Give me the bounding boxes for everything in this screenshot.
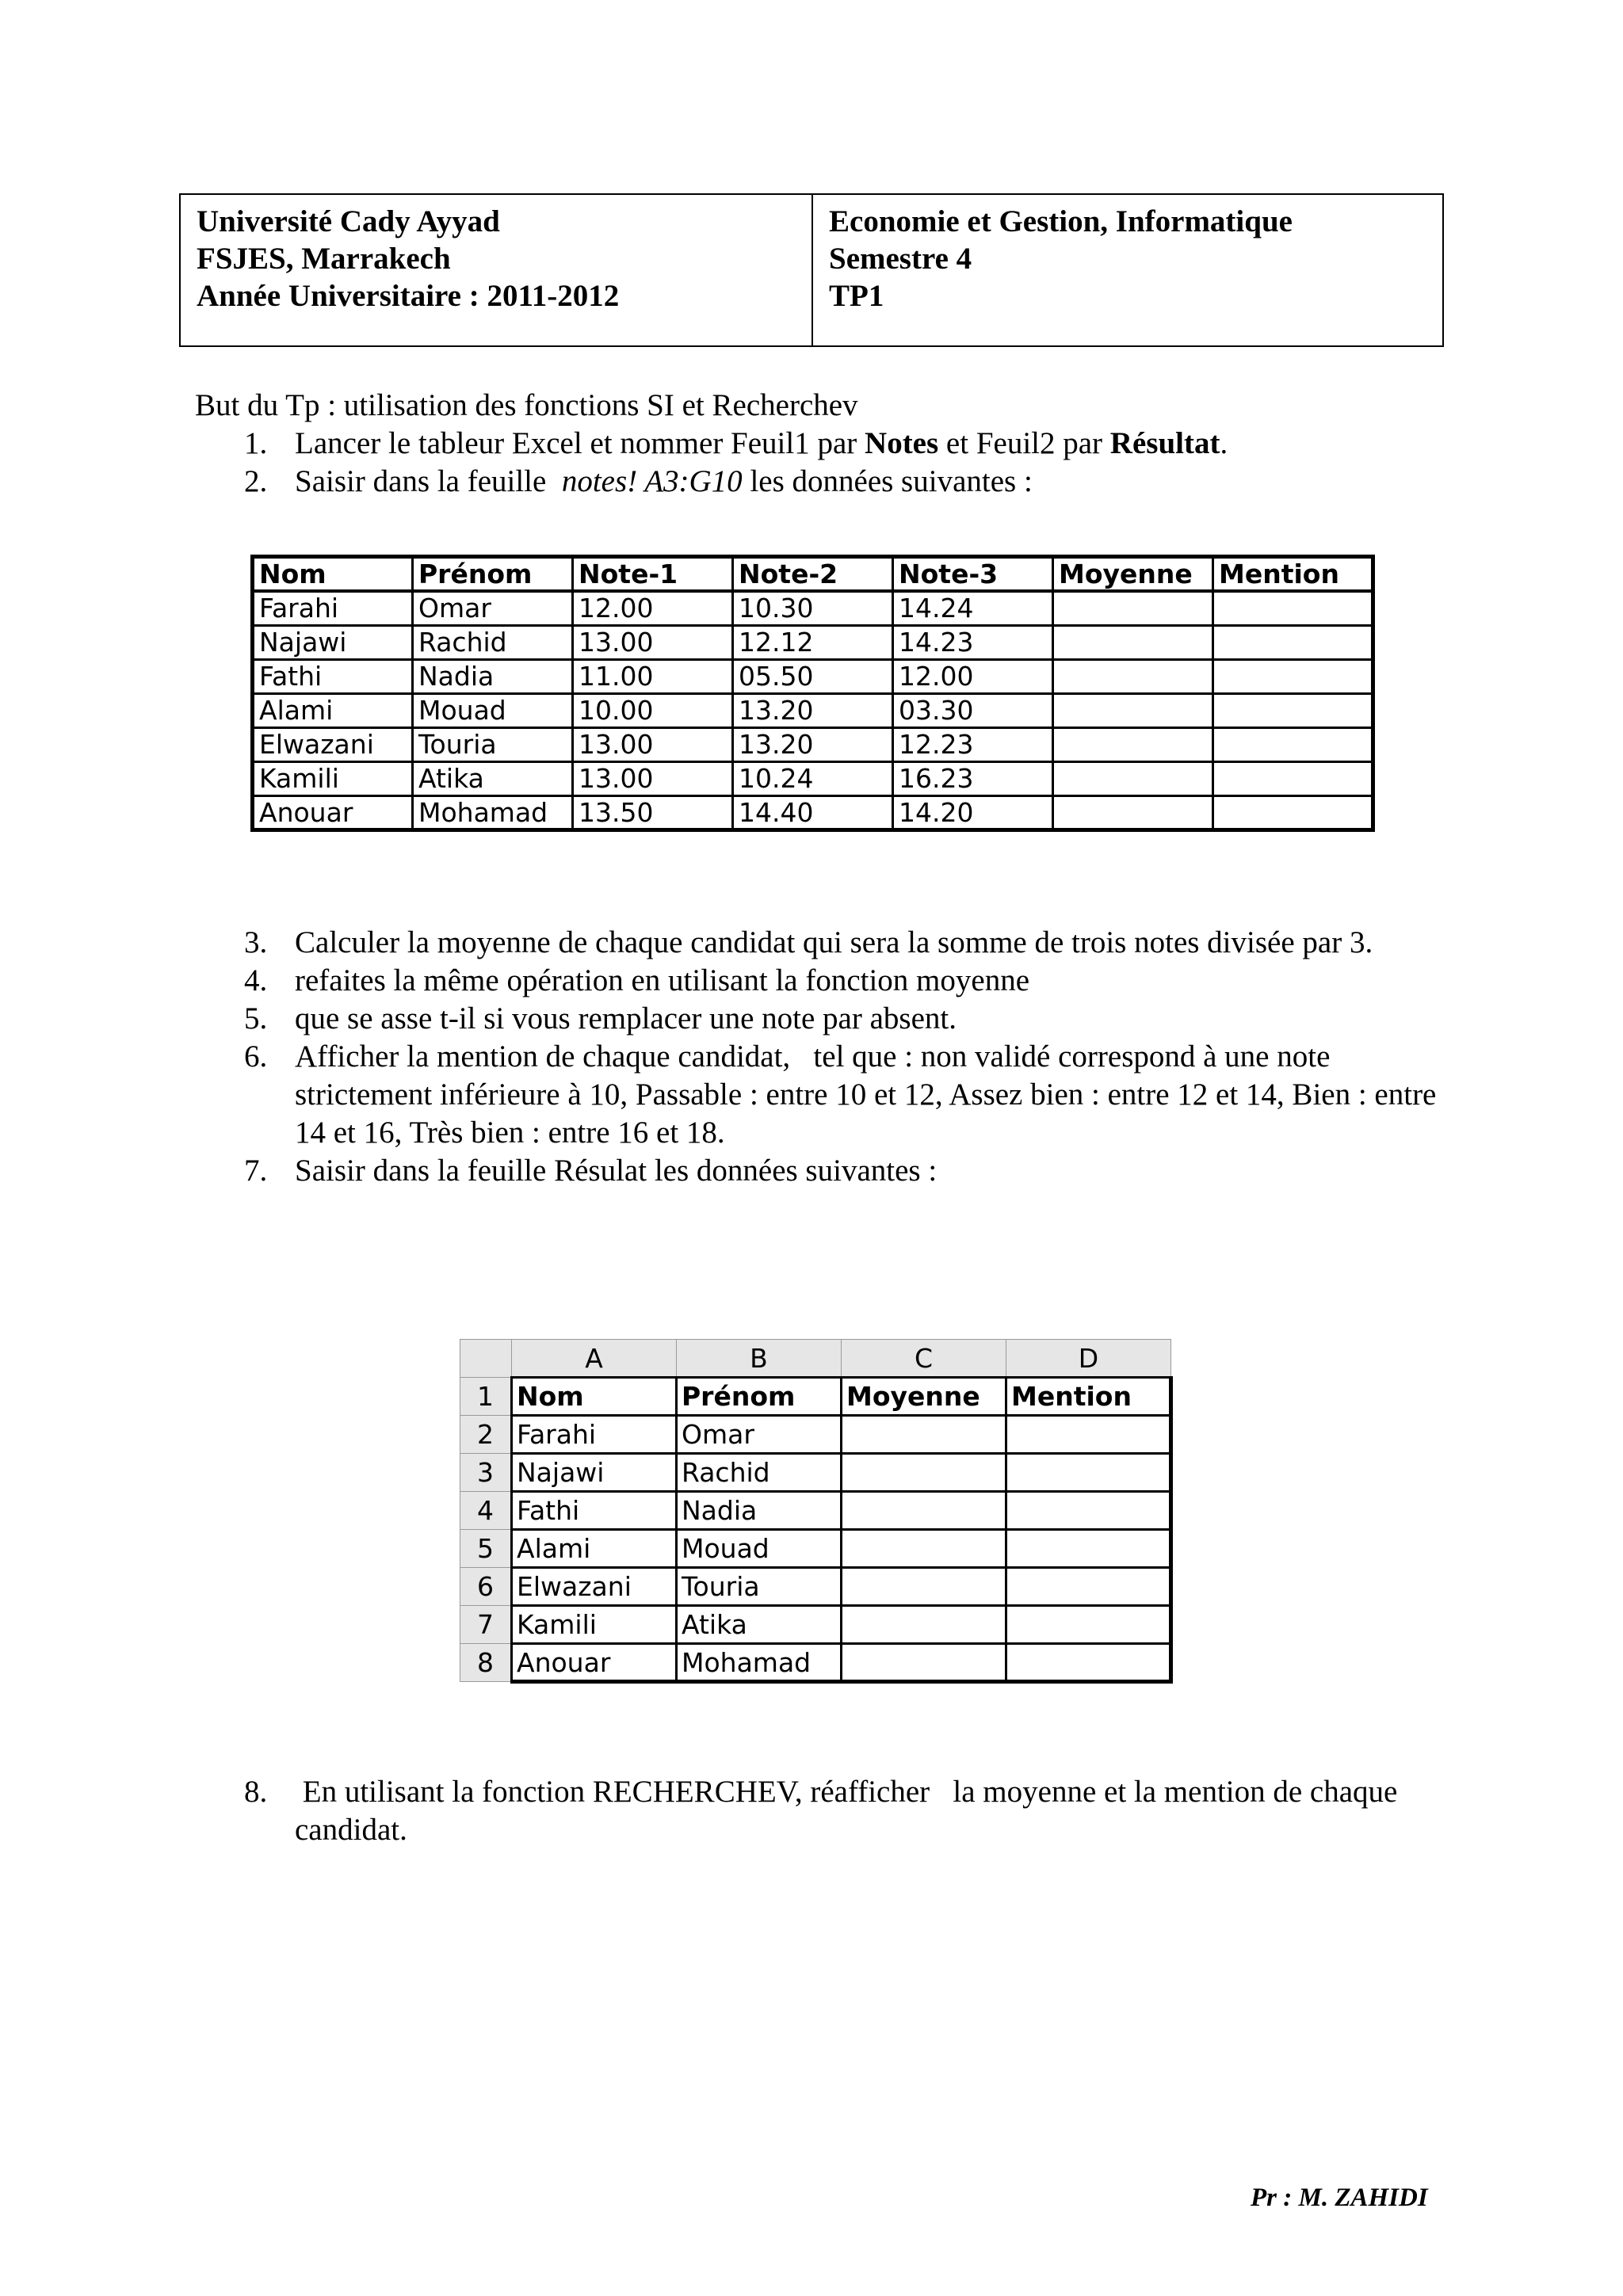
sheet-row bbox=[460, 1568, 1171, 1606]
sheet-cell[interactable]: Anouar bbox=[512, 1644, 677, 1682]
table-cell: Nadia bbox=[413, 659, 573, 693]
sheet-cell[interactable]: Farahi bbox=[512, 1416, 677, 1454]
table-row bbox=[253, 761, 1373, 795]
step-number: 6. bbox=[244, 1039, 268, 1074]
table-cell bbox=[1213, 761, 1373, 795]
table-cell bbox=[1053, 591, 1213, 625]
sheet-cell[interactable]: Prénom bbox=[677, 1378, 842, 1416]
table-cell: Farahi bbox=[253, 591, 413, 625]
table-cell: Kamili bbox=[253, 761, 413, 795]
table-cell: Rachid bbox=[413, 625, 573, 659]
sheet-row bbox=[460, 1492, 1171, 1530]
table-cell bbox=[1053, 761, 1213, 795]
header-institution bbox=[181, 195, 813, 345]
step-7 bbox=[195, 1152, 1463, 1190]
column-header-d[interactable]: D bbox=[1006, 1340, 1171, 1378]
instructions-part-1 bbox=[195, 387, 1463, 501]
step-text: Saisir dans la feuille bbox=[295, 464, 562, 498]
instructions-part-3 bbox=[195, 1773, 1463, 1849]
table-cell: Mouad bbox=[413, 693, 573, 727]
header-course bbox=[813, 195, 1442, 345]
column-header: Note-3 bbox=[893, 557, 1053, 592]
sheet-cell[interactable]: Fathi bbox=[512, 1492, 677, 1530]
steps-list-2 bbox=[195, 924, 1463, 1190]
step-text: et Feuil2 par bbox=[938, 426, 1110, 460]
sheet-cell[interactable]: Mention bbox=[1006, 1378, 1171, 1416]
sheet-cell[interactable] bbox=[842, 1530, 1006, 1568]
sheet-cell[interactable] bbox=[1006, 1454, 1171, 1492]
sheet-cell[interactable]: Mohamad bbox=[677, 1644, 842, 1682]
step-6 bbox=[195, 1038, 1463, 1152]
table-cell: 12.00 bbox=[893, 659, 1053, 693]
table-cell bbox=[1213, 659, 1373, 693]
step-number: 3. bbox=[244, 925, 268, 959]
table-row bbox=[253, 625, 1373, 659]
step-text: refaites la même opération en utilisant la fonction moyenne bbox=[295, 963, 1030, 997]
step-number: 8. bbox=[244, 1775, 268, 1809]
step-4 bbox=[195, 962, 1463, 1000]
sheet-cell[interactable] bbox=[842, 1606, 1006, 1644]
table-cell: 13.00 bbox=[573, 727, 733, 761]
sheet-cell[interactable] bbox=[1006, 1492, 1171, 1530]
table-cell: Omar bbox=[413, 591, 573, 625]
sheet-cell[interactable] bbox=[1006, 1606, 1171, 1644]
select-all-corner[interactable] bbox=[460, 1340, 512, 1378]
table-cell: 10.00 bbox=[573, 693, 733, 727]
step-number: 5. bbox=[244, 1001, 268, 1035]
table-cell bbox=[1053, 659, 1213, 693]
sheet-cell[interactable] bbox=[1006, 1416, 1171, 1454]
column-header-b[interactable]: B bbox=[677, 1340, 842, 1378]
sheet-cell[interactable]: Alami bbox=[512, 1530, 677, 1568]
result-sheet-table bbox=[460, 1339, 1173, 1684]
sheet-cell[interactable] bbox=[842, 1416, 1006, 1454]
step-number: 4. bbox=[244, 963, 268, 997]
step-2 bbox=[195, 463, 1463, 501]
course-name: Economie et Gestion, Informatique bbox=[829, 204, 1293, 238]
table-cell: 13.20 bbox=[733, 693, 893, 727]
academic-year: Année Universitaire : 2011-2012 bbox=[197, 279, 620, 313]
row-header[interactable]: 3 bbox=[460, 1454, 512, 1492]
table-cell: 13.00 bbox=[573, 761, 733, 795]
table-cell bbox=[1053, 795, 1213, 830]
header-box bbox=[179, 193, 1444, 347]
excel-sheet bbox=[460, 1339, 1173, 1684]
step-8 bbox=[195, 1773, 1463, 1849]
sheet-name-resultat: Résultat bbox=[1109, 426, 1220, 460]
sheet-row bbox=[460, 1378, 1171, 1416]
table-cell: Alami bbox=[253, 693, 413, 727]
sheet-cell[interactable] bbox=[842, 1568, 1006, 1606]
step-text: En utilisant la fonction RECHERCHEV, réafficher la moyenne et la mention de chaque candidat. bbox=[295, 1775, 1406, 1847]
author-signature: Pr : M. ZAHIDI bbox=[1251, 2183, 1428, 2212]
table-row bbox=[253, 795, 1373, 830]
sheet-cell[interactable]: Moyenne bbox=[842, 1378, 1006, 1416]
table-cell: 05.50 bbox=[733, 659, 893, 693]
sheet-cell[interactable] bbox=[1006, 1568, 1171, 1606]
sheet-row bbox=[460, 1416, 1171, 1454]
university-name: Université Cady Ayyad bbox=[197, 204, 500, 238]
sheet-cell[interactable]: Elwazani bbox=[512, 1568, 677, 1606]
step-number: 1. bbox=[244, 426, 268, 460]
table-row bbox=[253, 727, 1373, 761]
column-header-c[interactable]: C bbox=[842, 1340, 1006, 1378]
table-cell: Anouar bbox=[253, 795, 413, 830]
sheet-cell[interactable] bbox=[1006, 1530, 1171, 1568]
table-cell: 14.20 bbox=[893, 795, 1053, 830]
step-text: . bbox=[1220, 426, 1228, 460]
steps-list-1 bbox=[195, 425, 1463, 501]
sheet-cell[interactable]: Kamili bbox=[512, 1606, 677, 1644]
table-cell bbox=[1053, 727, 1213, 761]
column-header: Moyenne bbox=[1053, 557, 1213, 592]
table-header-row bbox=[253, 557, 1373, 592]
table-cell: Fathi bbox=[253, 659, 413, 693]
table-cell bbox=[1213, 727, 1373, 761]
table-cell: Touria bbox=[413, 727, 573, 761]
step-1 bbox=[195, 425, 1463, 463]
table-cell: 10.24 bbox=[733, 761, 893, 795]
table-row bbox=[253, 659, 1373, 693]
row-header[interactable]: 7 bbox=[460, 1606, 512, 1644]
row-header[interactable]: 1 bbox=[460, 1378, 512, 1416]
sheet-cell[interactable]: Mouad bbox=[677, 1530, 842, 1568]
instructions-part-2 bbox=[195, 924, 1463, 1190]
step-text: Saisir dans la feuille Résulat les données suivantes : bbox=[295, 1154, 938, 1188]
steps-list-3 bbox=[195, 1773, 1463, 1849]
table-cell: 11.00 bbox=[573, 659, 733, 693]
table-cell: 14.23 bbox=[893, 625, 1053, 659]
table-cell: Atika bbox=[413, 761, 573, 795]
sheet-cell[interactable] bbox=[842, 1644, 1006, 1682]
step-number: 7. bbox=[244, 1154, 268, 1188]
sheet-row bbox=[460, 1454, 1171, 1492]
table-cell: 14.40 bbox=[733, 795, 893, 830]
table-cell: 10.30 bbox=[733, 591, 893, 625]
table-row bbox=[253, 693, 1373, 727]
column-header-row bbox=[460, 1340, 1171, 1378]
sheet-row bbox=[460, 1530, 1171, 1568]
step-5 bbox=[195, 1000, 1463, 1038]
table-cell: 12.00 bbox=[573, 591, 733, 625]
table-cell: Mohamad bbox=[413, 795, 573, 830]
table-cell: 03.30 bbox=[893, 693, 1053, 727]
tp-label: TP1 bbox=[829, 279, 884, 313]
column-header: Nom bbox=[253, 557, 413, 592]
table-cell bbox=[1053, 625, 1213, 659]
table-cell: 16.23 bbox=[893, 761, 1053, 795]
step-number: 2. bbox=[244, 464, 268, 498]
table-cell: 14.24 bbox=[893, 591, 1053, 625]
sheet-row bbox=[460, 1644, 1171, 1682]
sheet-cell[interactable]: Touria bbox=[677, 1568, 842, 1606]
table-row bbox=[253, 591, 1373, 625]
sheet-cell[interactable]: Omar bbox=[677, 1416, 842, 1454]
row-header[interactable]: 4 bbox=[460, 1492, 512, 1530]
faculty-name: FSJES, Marrakech bbox=[197, 242, 451, 276]
column-header: Prénom bbox=[413, 557, 573, 592]
table-cell: Elwazani bbox=[253, 727, 413, 761]
table-cell bbox=[1213, 591, 1373, 625]
step-text: Calculer la moyenne de chaque candidat qui sera la somme de trois notes divisée par 3. bbox=[295, 925, 1373, 959]
column-header-a[interactable]: A bbox=[512, 1340, 677, 1378]
table-cell: Najawi bbox=[253, 625, 413, 659]
row-header[interactable]: 5 bbox=[460, 1530, 512, 1568]
table-cell bbox=[1213, 795, 1373, 830]
table-cell: 13.20 bbox=[733, 727, 893, 761]
table-cell bbox=[1213, 693, 1373, 727]
sheet-cell[interactable]: Nadia bbox=[677, 1492, 842, 1530]
column-header: Note-2 bbox=[733, 557, 893, 592]
sheet-name-notes: Notes bbox=[865, 426, 939, 460]
sheet-cell[interactable]: Najawi bbox=[512, 1454, 677, 1492]
table-cell: 12.23 bbox=[893, 727, 1053, 761]
sheet-cell[interactable]: Rachid bbox=[677, 1454, 842, 1492]
step-text: que se asse t-il si vous remplacer une note par absent. bbox=[295, 1001, 957, 1035]
sheet-cell[interactable]: Nom bbox=[512, 1378, 677, 1416]
sheet-row bbox=[460, 1606, 1171, 1644]
notes-table bbox=[250, 555, 1375, 832]
sheet-cell[interactable]: Atika bbox=[677, 1606, 842, 1644]
column-header: Note-1 bbox=[573, 557, 733, 592]
semester: Semestre 4 bbox=[829, 242, 972, 276]
row-header[interactable]: 2 bbox=[460, 1416, 512, 1454]
range-reference: notes! A3:G10 bbox=[561, 464, 743, 498]
sheet-cell[interactable] bbox=[842, 1492, 1006, 1530]
row-header[interactable]: 6 bbox=[460, 1568, 512, 1606]
table-cell: 13.50 bbox=[573, 795, 733, 830]
sheet-cell[interactable] bbox=[1006, 1644, 1171, 1682]
intro-text: But du Tp : utilisation des fonctions SI et Recherchev bbox=[195, 388, 858, 422]
table-cell bbox=[1213, 625, 1373, 659]
table-cell: 12.12 bbox=[733, 625, 893, 659]
row-header[interactable]: 8 bbox=[460, 1644, 512, 1682]
step-text: les données suivantes : bbox=[742, 464, 1033, 498]
step-text: Afficher la mention de chaque candidat, tel que : non validé correspond à une note strictement inférieure à 10, Passable : entre 10 et 12, Assez bien : entre 12 et 14, Bien : entre 14 et 16, Très bien : entre 16 et 18. bbox=[295, 1039, 1445, 1150]
step-3 bbox=[195, 924, 1463, 962]
table-cell: 13.00 bbox=[573, 625, 733, 659]
sheet-cell[interactable] bbox=[842, 1454, 1006, 1492]
column-header: Mention bbox=[1213, 557, 1373, 592]
step-text: Lancer le tableur Excel et nommer Feuil1 par bbox=[295, 426, 865, 460]
table-cell bbox=[1053, 693, 1213, 727]
